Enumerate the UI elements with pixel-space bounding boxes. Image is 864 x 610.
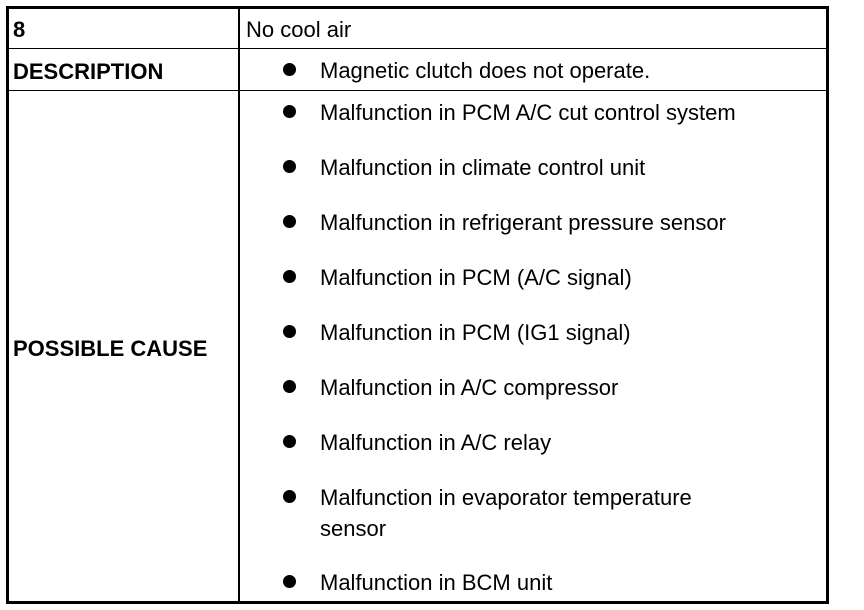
- column-divider: [238, 9, 240, 601]
- bullet-icon: [283, 380, 296, 393]
- step-number: 8: [13, 17, 26, 42]
- bullet-icon: [283, 270, 296, 283]
- bullet-icon: [283, 63, 296, 76]
- bullet-icon: [283, 105, 296, 118]
- possible-cause-label: POSSIBLE CAUSE: [13, 336, 208, 361]
- row-divider: [9, 90, 826, 91]
- bullet-icon: [283, 435, 296, 448]
- diagnostic-table: 8 No cool air DESCRIPTION Magnetic clutch does not operate. POSSIBLE CAUSE Malfunction in PCM A/C cut control system Malfunction in climate control unit Malfunction in refrigerant pressure sensor Malfunction in PCM (A/C signal) Malfunction in PCM (IG1 signal) Malfunction in A/C compressor Malfunction in A/C relay Malfunction in evaporator temperature sensor Malfunction in BCM unit: [6, 6, 829, 604]
- bullet-icon: [283, 575, 296, 588]
- bullet-icon: [283, 325, 296, 338]
- bullet-icon: [283, 490, 296, 503]
- bullet-icon: [283, 215, 296, 228]
- bullet-icon: [283, 160, 296, 173]
- symptom-title: No cool air: [246, 17, 352, 42]
- row-divider: [9, 48, 826, 49]
- description-label: DESCRIPTION: [13, 59, 164, 84]
